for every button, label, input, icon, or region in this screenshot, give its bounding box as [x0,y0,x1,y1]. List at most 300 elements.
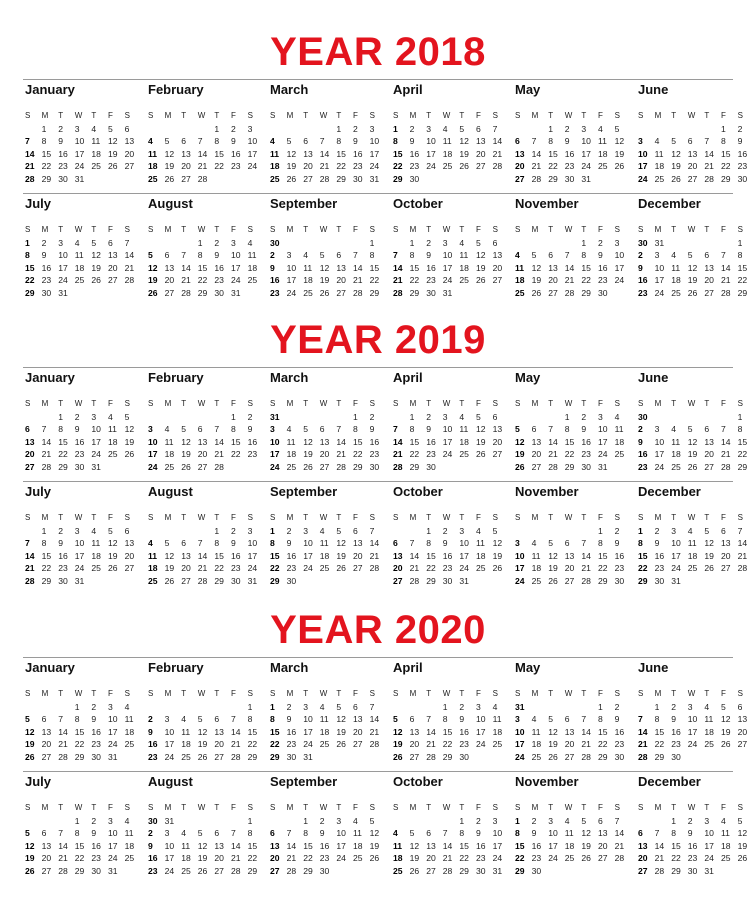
weekday-header: M [286,225,294,234]
weekday-header: F [597,225,603,234]
weekday-header: F [597,111,603,120]
weekday-header: S [393,513,399,522]
month-name: January [25,370,75,385]
day-cell: 23 [531,853,542,863]
day-cell: 29 [459,865,469,876]
weekday-header: T [181,225,187,234]
day-cell: 10 [164,840,175,851]
day-grid [638,512,754,587]
weekday-header: F [720,513,726,522]
weekday-header: T [181,513,187,522]
day-cell: 24 [548,853,558,863]
day-cell: 11 [164,436,174,447]
weekday-header: W [564,399,573,408]
day-grid [25,224,141,299]
day-cell: 25 [515,287,525,298]
day-cell: 20 [270,853,280,863]
day-cell: 4 [286,424,292,434]
day-cell: 21 [230,853,241,863]
day-cell: 25 [124,853,135,863]
day-cell: 21 [720,449,731,459]
weekday-header: T [303,689,309,698]
month-block [638,196,754,298]
day-cell: 20 [531,449,542,459]
day-cell: 15 [393,148,403,159]
day-cell: 28 [581,751,591,762]
day-cell: 17 [303,726,313,737]
weekday-header: T [303,803,309,812]
day-cell: 8 [442,714,448,724]
day-cell [336,865,353,878]
day-cell: 10 [58,250,68,260]
day-cell: 22 [442,739,453,749]
weekday-header: S [492,111,498,120]
day-cell [198,123,215,136]
day-cell: 7 [638,714,643,724]
day-cell: 5 [720,701,726,712]
day-cell: 3 [58,237,63,248]
day-cell: 4 [442,123,448,134]
weekday-header: W [442,111,451,120]
day-cell: 29 [515,865,525,876]
day-cell: 30 [581,461,591,472]
day-cell: 9 [614,538,620,548]
day-cell: 15 [720,148,731,159]
weekday-header: S [25,513,31,522]
day-cell: 27 [214,865,224,876]
day-cell: 17 [74,550,85,561]
month-block [270,370,386,472]
day-cell [493,575,510,588]
day-cell: 1 [230,411,236,422]
day-cell: 9 [426,424,431,434]
day-cell [688,751,705,764]
day-cell: 14 [58,840,68,851]
day-cell [165,123,182,136]
day-cell: 26 [336,563,346,573]
day-cell: 31 [515,701,525,712]
day-cell: 11 [687,538,697,548]
day-cell: 15 [515,840,525,851]
day-cell: 6 [704,250,710,260]
day-cell: 6 [704,424,710,434]
day-cell: 7 [230,714,236,724]
day-cell: 25 [654,173,665,184]
weekday-header: T [704,111,710,120]
day-cell: 8 [426,538,431,548]
day-cell: 24 [247,563,258,573]
day-cell: 3 [671,525,676,536]
day-cell: 11 [564,828,574,838]
day-cell: 22 [214,563,224,573]
day-cell: 6 [393,538,398,548]
day-cell: 20 [41,853,52,863]
day-cell: 26 [164,173,175,184]
day-cell [393,411,410,424]
weekday-header: M [531,225,539,234]
day-cell: 7 [426,714,431,724]
day-cell: 5 [475,237,481,248]
day-cell: 5 [548,538,553,548]
day-cell: 10 [148,436,158,447]
day-cell: 7 [531,136,537,146]
day-cell: 9 [230,136,236,146]
day-cell: 10 [442,250,453,260]
weekday-header: W [687,399,696,408]
weekday-header: T [671,399,677,408]
weekday-header: T [704,803,710,812]
day-cell: 21 [581,563,591,573]
day-cell [148,525,165,538]
day-cell: 11 [91,538,101,548]
day-cell [370,575,387,588]
weekday-header: S [737,399,743,408]
day-cell: 1 [720,123,726,134]
day-cell: 1 [41,525,47,536]
day-cell: 9 [687,828,693,838]
day-cell: 20 [25,449,35,459]
day-cell: 14 [564,262,575,273]
day-grid [638,398,754,473]
day-cell: 8 [214,538,220,548]
day-cell: 6 [181,538,186,548]
day-cell: 20 [492,436,503,447]
day-cell: 17 [91,436,101,447]
day-cell: 25 [91,563,101,573]
day-cell: 18 [352,840,363,851]
day-cell: 11 [720,828,730,838]
weekday-header: T [459,689,465,698]
day-cell: 24 [492,853,503,863]
day-cell [320,123,337,136]
day-cell: 13 [720,538,731,548]
day-cell: 3 [475,701,481,712]
day-cell: 11 [475,538,485,548]
day-cell: 10 [515,726,525,737]
day-cell: 24 [614,275,625,285]
day-cell: 22 [58,449,68,459]
day-cell [303,237,320,250]
day-cell [270,123,287,136]
day-cell: 23 [369,449,380,459]
day-cell: 8 [393,136,398,146]
month-block [638,660,754,762]
day-cell: 12 [124,424,135,434]
day-cell: 9 [148,726,153,737]
day-cell [688,123,705,136]
day-cell: 1 [442,701,448,712]
day-cell: 25 [459,449,469,459]
day-cell: 6 [492,411,498,422]
day-cell: 24 [459,563,469,573]
weekday-header: F [107,689,113,698]
day-cell: 16 [270,275,280,285]
day-cell: 13 [548,262,558,273]
day-cell: 21 [393,449,403,459]
day-cell: 22 [459,853,469,863]
day-cell: 15 [58,436,68,447]
weekday-header: M [41,111,49,120]
weekday-header: T [303,225,309,234]
day-cell: 27 [303,173,313,184]
weekday-header: W [197,513,206,522]
day-cell [75,287,92,300]
weekday-header: T [91,399,97,408]
month-block [25,660,141,762]
day-cell: 9 [247,424,253,434]
day-cell: 27 [336,287,346,298]
day-cell: 27 [475,161,486,171]
day-cell: 12 [614,136,625,146]
day-cell [598,865,615,878]
weekday-header: F [597,399,603,408]
day-cell: 15 [197,262,208,273]
day-cell: 14 [286,840,297,851]
weekday-header: T [581,225,587,234]
day-cell: 1 [74,815,80,826]
day-cell: 27 [164,287,175,298]
day-cell: 12 [303,436,313,447]
day-cell: 13 [41,726,52,737]
weekday-header: S [638,399,644,408]
day-cell [704,575,721,588]
day-cell [721,751,738,764]
day-cell: 18 [319,550,330,561]
weekday-header: F [352,513,358,522]
weekday-header: T [671,225,677,234]
day-cell: 20 [124,550,135,561]
day-cell: 8 [737,424,743,434]
month-name: August [148,484,193,499]
day-cell: 3 [270,424,275,434]
weekday-header: M [654,225,662,234]
day-cell [165,525,182,538]
month-block [148,774,264,876]
day-cell: 7 [393,250,398,260]
day-cell: 29 [654,751,665,762]
day-cell: 12 [148,262,158,273]
day-cell: 5 [164,538,170,548]
day-cell: 26 [409,865,420,876]
day-cell: 9 [409,136,415,146]
day-cell [548,411,565,424]
month-block [25,196,141,298]
day-cell: 30 [459,751,469,762]
day-grid [25,802,141,877]
day-cell: 23 [270,287,280,298]
month-name: June [638,660,669,675]
day-cell: 27 [25,461,35,472]
day-cell: 22 [270,739,280,749]
day-cell: 19 [548,563,558,573]
day-cell [410,525,427,538]
day-cell [655,123,672,136]
weekday-header: S [247,803,253,812]
weekday-header: M [409,399,417,408]
day-cell: 24 [369,161,380,171]
day-cell: 23 [214,275,224,285]
day-cell [336,411,353,424]
day-cell: 11 [303,262,313,273]
day-cell: 14 [369,714,380,724]
day-cell: 7 [409,538,415,548]
day-cell: 14 [638,726,648,737]
day-cell: 15 [597,550,608,561]
day-cell: 26 [107,161,118,171]
day-cell: 12 [581,828,591,838]
day-cell: 16 [687,840,698,851]
day-cell: 26 [475,449,486,459]
weekday-header: T [214,513,220,522]
day-cell: 27 [124,563,135,573]
day-cell [655,815,672,828]
day-cell: 29 [247,751,258,762]
day-cell: 13 [197,436,208,447]
day-cell: 23 [319,853,330,863]
day-cell: 8 [409,424,415,434]
day-cell: 23 [638,461,648,472]
day-cell [108,173,125,186]
weekday-header: W [442,689,451,698]
weekday-header: S [148,225,154,234]
day-cell [738,865,755,878]
day-cell: 17 [581,148,591,159]
day-cell: 23 [638,287,648,298]
weekday-header: S [124,399,130,408]
day-cell: 14 [58,726,68,737]
day-cell: 9 [475,828,481,838]
day-cell: 12 [319,262,330,273]
day-cell: 13 [164,262,175,273]
day-cell: 28 [41,461,52,472]
day-cell: 15 [214,550,224,561]
day-cell: 15 [352,436,363,447]
day-cell: 5 [164,136,170,146]
day-cell: 5 [393,714,398,724]
day-cell: 31 [74,173,85,184]
day-cell: 11 [671,262,681,273]
day-cell: 5 [197,714,203,724]
day-cell: 13 [638,840,648,851]
day-cell: 8 [671,828,676,838]
weekday-header: F [230,399,236,408]
day-grid [393,512,509,587]
weekday-header: W [319,225,328,234]
day-cell: 22 [230,449,241,459]
day-cell: 9 [91,828,97,838]
day-cell: 21 [58,853,68,863]
day-cell: 3 [107,701,113,712]
day-cell: 19 [548,739,558,749]
day-cell: 5 [369,815,375,826]
weekday-header: T [671,111,677,120]
day-cell: 31 [74,575,85,586]
day-grid [148,110,264,185]
day-cell: 2 [597,237,603,248]
day-cell: 5 [548,714,553,724]
day-grid [393,688,509,763]
day-cell: 4 [164,424,170,434]
day-cell: 14 [614,828,625,838]
weekday-header: M [164,399,172,408]
day-cell: 21 [614,840,625,851]
day-cell: 18 [671,449,681,459]
day-cell: 28 [369,739,380,749]
weekday-header: T [91,513,97,522]
day-cell [532,701,549,714]
day-cell [287,237,304,250]
day-cell: 3 [148,424,153,434]
day-cell: 2 [270,250,275,260]
day-cell: 20 [638,853,648,863]
weekday-header: F [475,689,481,698]
day-cell [721,865,738,878]
day-cell: 13 [214,726,224,737]
day-cell: 14 [720,262,731,273]
day-cell: 2 [214,237,220,248]
day-cell [25,525,42,538]
weekday-header: M [41,225,49,234]
day-cell: 1 [247,815,253,826]
day-cell: 8 [654,714,660,724]
day-cell: 1 [352,411,358,422]
day-cell: 17 [442,262,453,273]
day-cell: 22 [41,161,52,171]
day-cell: 12 [25,840,35,851]
day-cell: 29 [426,575,436,586]
day-cell: 16 [614,550,625,561]
day-cell: 30 [654,575,665,586]
day-cell: 16 [564,148,575,159]
day-cell: 29 [25,287,35,298]
day-cell: 5 [319,250,325,260]
weekday-header: F [107,803,113,812]
day-cell: 17 [704,840,714,851]
day-cell: 19 [515,449,525,459]
weekday-header: T [214,111,220,120]
day-cell: 2 [426,237,431,248]
day-cell: 2 [614,701,620,712]
month-block [393,82,509,184]
day-cell: 12 [369,828,380,838]
weekday-header: S [369,689,375,698]
day-cell: 6 [214,828,220,838]
day-cell: 22 [369,275,380,285]
day-cell [25,123,42,136]
weekday-header: F [230,513,236,522]
day-cell: 12 [197,840,208,851]
day-cell: 18 [492,726,503,737]
day-cell: 31 [91,461,101,472]
day-cell: 2 [58,525,63,536]
day-cell: 19 [25,739,35,749]
day-cell: 17 [638,161,648,171]
day-cell: 19 [459,148,469,159]
weekday-header: M [164,689,172,698]
day-cell: 29 [409,287,420,298]
day-cell: 4 [531,538,537,548]
day-cell: 16 [671,726,681,737]
weekday-header: W [197,225,206,234]
day-cell: 29 [352,461,363,472]
weekday-header: M [286,803,294,812]
day-cell: 14 [409,550,420,561]
weekday-header: T [58,111,64,120]
day-cell: 20 [564,739,575,749]
day-cell: 28 [58,751,68,762]
day-cell: 27 [704,287,714,298]
day-cell: 20 [409,739,420,749]
